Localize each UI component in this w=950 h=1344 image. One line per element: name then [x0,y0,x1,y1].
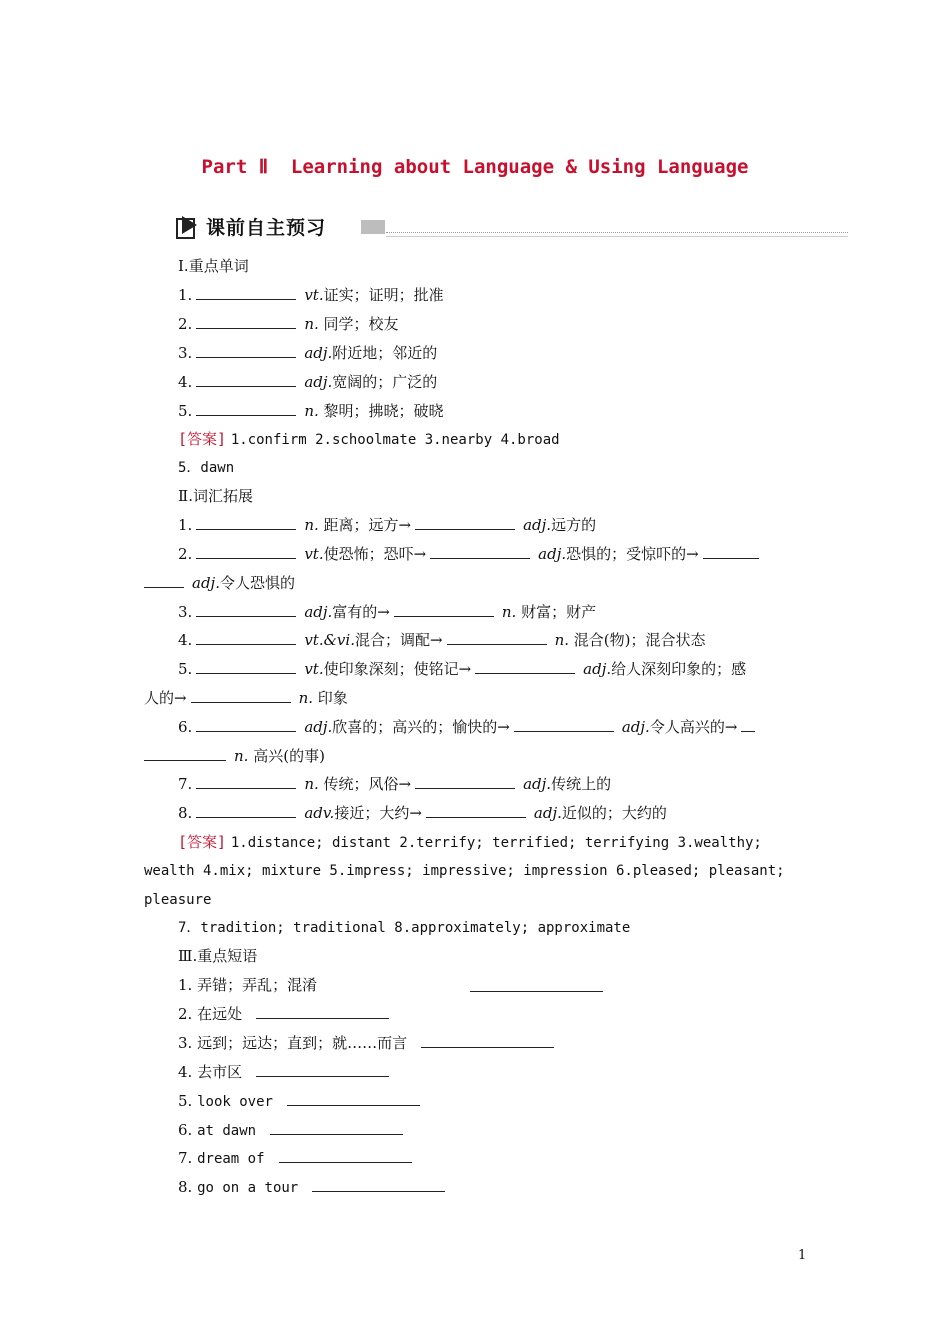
list-item: 3. adj.附近地；邻近的 [178,344,438,362]
banner-heading: 课前自主预习 [206,217,327,239]
list-item: 1. n. 距离；远方→ adj.远方的 [178,516,597,534]
answer-blank[interactable] [196,401,296,416]
answer-blank[interactable] [196,343,296,358]
page-number: 1 [798,1248,807,1263]
list-item: 1. 弄错；弄乱；混淆 [178,976,318,994]
answer-line: wealth 4.mix; mixture 5.impress; impressive; impression 6.pleased; pleasant; [144,863,785,879]
list-item: 4. vt.&vi.混合；调配→ n. 混合(物)；混合状态 [178,631,706,649]
list-item: 5. n. 黎明；拂晓；破晓 [178,402,444,420]
answer-blank[interactable] [426,803,526,818]
section-heading: Ⅰ.重点单词 [178,257,249,275]
answer-blank[interactable] [196,717,296,732]
list-item: 3. 远到；远达；直到；就……而言 [178,1033,562,1053]
answer-blank[interactable] [196,515,296,530]
answer-blank[interactable] [475,659,575,674]
section-banner [176,212,848,242]
list-item: 7. n. 传统；风俗→ adj.传统上的 [178,775,612,793]
list-item: 4. adj.宽阔的；广泛的 [178,373,438,391]
list-item: 7. dream of [178,1148,420,1169]
answer-blank[interactable] [703,544,759,559]
answer-blank[interactable] [421,1033,554,1048]
answer-blank[interactable] [394,602,494,617]
section-heading: Ⅲ.重点短语 [178,947,258,965]
answer-line: [答案] 1.distance; distant 2.terrify; terrified; terrifying 3.wealthy; [178,833,762,851]
answer-line: 5．dawn [178,460,235,476]
answer-blank[interactable] [144,573,184,588]
answer-label: [答案] [178,833,227,851]
list-item: 4. 去市区 [178,1062,397,1082]
list-item: 8. go on a tour [178,1177,453,1198]
list-item: 5. vt.使印象深刻；使铭记→ adj.给人深刻印象的；感 [178,660,747,678]
answer-blank[interactable] [196,659,296,674]
answer-blank[interactable] [279,1148,412,1163]
page-title: Part Ⅱ Learning about Language & Using Language [201,156,749,178]
answer-blank[interactable] [256,1062,389,1077]
answer-blank[interactable] [447,630,547,645]
list-item: 2. 在远处 [178,1004,397,1024]
answer-blank[interactable] [196,602,296,617]
answer-blank[interactable] [741,717,755,732]
answer-blank[interactable] [430,544,530,559]
answer-blank[interactable] [196,285,296,300]
list-item: 1. vt.证实；证明；批准 [178,286,444,304]
list-item: 2. vt.使恐怖；恐吓→ adj.恐惧的；受惊吓的→ [178,544,767,564]
answer-blank[interactable] [144,746,226,761]
list-item-continued: n. 高兴(的事) [144,746,325,766]
answer-blank[interactable] [191,688,291,703]
list-item: 5. look over [178,1091,428,1112]
answer-blank[interactable] [196,803,296,818]
list-item: 2. n. 同学；校友 [178,315,399,333]
answer-blank[interactable] [312,1177,445,1192]
answer-blank[interactable] [196,630,296,645]
arrow-box-icon [176,215,198,239]
answer-blank[interactable] [196,774,296,789]
banner-rule [386,232,848,233]
answer-blank[interactable] [514,717,614,732]
answer-blank[interactable] [196,314,296,329]
answer-blank[interactable] [196,372,296,387]
answer-label: [答案] [178,430,227,448]
answer-blank[interactable] [415,774,515,789]
list-item-continued: adj.令人恐惧的 [144,573,295,593]
answer-line: [答案] 1.confirm 2.schoolmate 3.nearby 4.broad [178,430,560,448]
answer-line: pleasure [144,892,212,908]
answer-blank[interactable] [256,1004,389,1019]
answer-line: 7．tradition; traditional 8.approximately; approximate [178,920,631,936]
list-item: 6. at dawn [178,1120,411,1141]
answer-blank[interactable] [196,544,296,559]
banner-rule-underline [386,236,848,237]
answer-blank[interactable] [270,1120,403,1135]
answer-blank[interactable] [415,515,515,530]
list-item-continued: 人的→ n. 印象 [144,689,348,707]
answer-blank[interactable] [470,977,603,992]
list-item: 6. adj.欣喜的；高兴的；愉快的→ adj.令人高兴的→ [178,717,763,737]
section-heading: Ⅱ.词汇拓展 [178,487,253,505]
list-item: 3. adj.富有的→ n. 财富；财产 [178,603,597,621]
answer-blank[interactable] [287,1091,420,1106]
list-item: 8. adv.接近；大约→ adj.近似的；大约的 [178,804,667,822]
banner-decoration [361,220,385,234]
